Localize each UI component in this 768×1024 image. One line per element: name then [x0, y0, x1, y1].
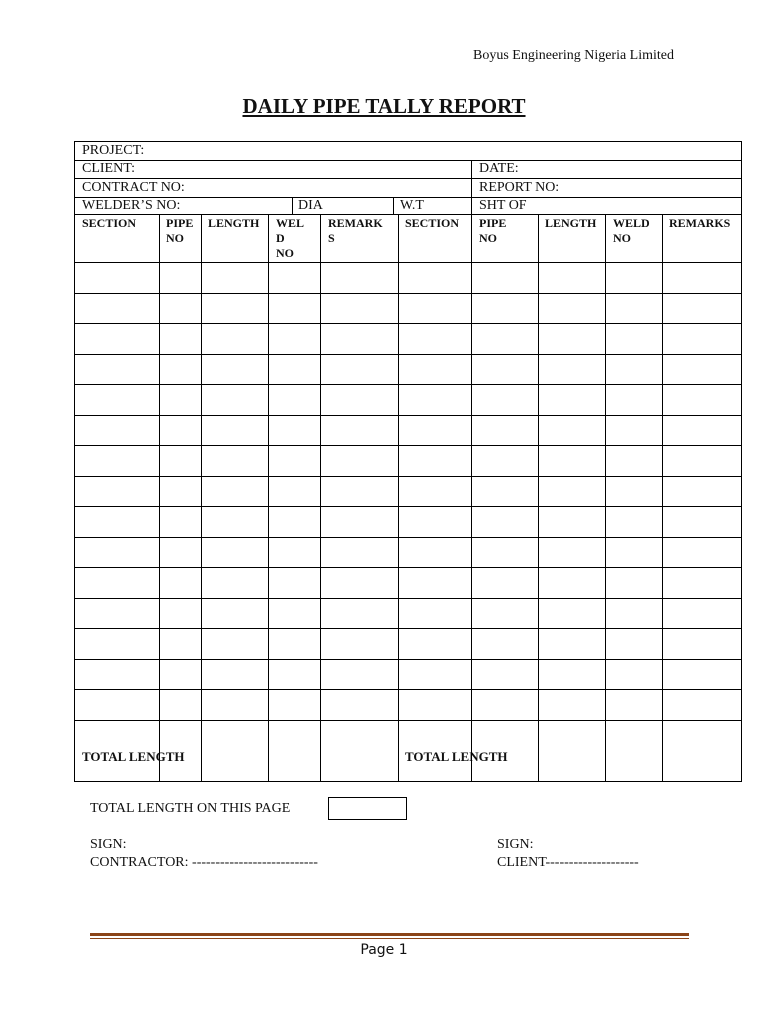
footer-rule-thin: [90, 938, 689, 939]
table-row-line: [75, 415, 741, 416]
table-column-line: [605, 214, 606, 782]
table-row-line: [75, 384, 741, 385]
report-title: [0, 94, 768, 119]
report-no-label: REPORT NO:: [479, 180, 560, 195]
col-pipe-no: PIPE NO: [166, 216, 194, 245]
table-row-line: [75, 689, 741, 690]
table-column-line: [538, 214, 539, 782]
col-section: SECTION: [82, 216, 137, 230]
table-row-line: [75, 445, 741, 446]
info-divider: [292, 197, 293, 215]
table-row-line: [75, 628, 741, 629]
col-pipe-no-right: PIPE NO: [479, 216, 507, 245]
table-row-line: [75, 506, 741, 507]
table-row-line: [75, 323, 741, 324]
tally-table: [74, 141, 742, 782]
report-title-text: DAILY PIPE TALLY REPORT: [242, 94, 526, 118]
page-total-box: [328, 797, 407, 820]
wt-label: W.T: [400, 198, 424, 213]
client-label: CLIENT:: [82, 161, 135, 176]
table-row-line: [75, 476, 741, 477]
footer-rule: [90, 933, 689, 936]
info-divider: [393, 197, 394, 215]
row-divider: [75, 160, 741, 161]
contract-no-label: CONTRACT NO:: [82, 180, 185, 195]
table-row-line: [75, 537, 741, 538]
col-remarks-right: REMARKS: [669, 216, 731, 230]
table-row-line: [75, 598, 741, 599]
table-row-line: [75, 659, 741, 660]
table-column-line: [662, 214, 663, 782]
col-weld-no-right: WELD NO: [613, 216, 650, 245]
col-weld-no: WEL D NO: [276, 216, 304, 260]
sign-label-contractor: SIGN:: [90, 837, 127, 852]
col-length-right: LENGTH: [545, 216, 597, 230]
dia-label: DIA: [298, 198, 323, 213]
sign-label-client: SIGN:: [497, 837, 534, 852]
table-row-line: [75, 720, 741, 721]
col-section-right: SECTION: [405, 216, 460, 230]
table-column-line: [159, 214, 160, 782]
table-row-line: [75, 354, 741, 355]
row-divider: [75, 178, 741, 179]
welders-no-label: WELDER’S NO:: [82, 198, 181, 213]
table-column-line: [398, 214, 399, 782]
table-column-line: [320, 214, 321, 782]
table-column-line: [471, 214, 472, 782]
date-label: DATE:: [479, 161, 519, 176]
total-length-right: TOTAL LENGTH: [405, 749, 508, 764]
table-column-line: [268, 214, 269, 782]
table-column-line: [201, 214, 202, 782]
col-length: LENGTH: [208, 216, 260, 230]
contractor-signature-line: CONTRACTOR: ---------------------------: [90, 855, 318, 870]
table-row-line: [75, 262, 741, 263]
col-remarks: REMARK S: [328, 216, 383, 245]
table-row-line: [75, 567, 741, 568]
project-label: PROJECT:: [82, 143, 145, 158]
company-name: Boyus Engineering Nigeria Limited: [473, 48, 675, 63]
page-total-label: TOTAL LENGTH ON THIS PAGE: [90, 801, 291, 816]
total-length-left: TOTAL LENGTH: [82, 749, 185, 764]
client-signature-line: CLIENT--------------------: [497, 855, 639, 870]
info-divider: [471, 160, 472, 215]
table-row-line: [75, 293, 741, 294]
row-divider: [75, 214, 741, 215]
page-number: Page 1: [360, 942, 408, 958]
sht-of-label: SHT OF: [479, 198, 527, 213]
